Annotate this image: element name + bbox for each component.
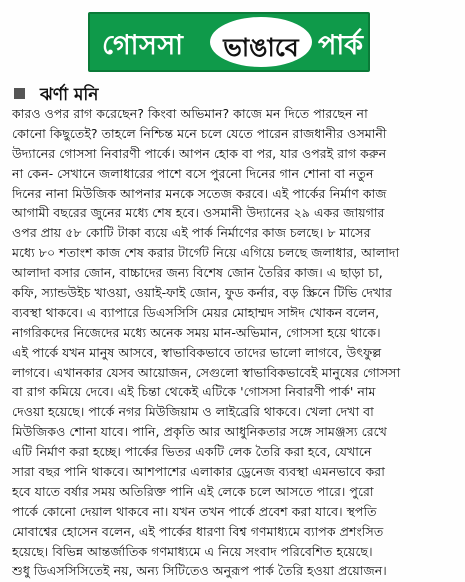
square-bullet-icon — [14, 88, 25, 99]
body-line: মধ্যে ৮০ শতাংশ কাজ শেষ করার টার্গেট নিয়ে এগিয়ে চলছে জলাধার, আলাদা — [12, 245, 400, 261]
body-line: উদ্যানের গোসসা নিবারণী পার্কে। আপন হোক বা পর, যার ওপরই রাগ করুন — [12, 145, 387, 161]
headline-banner — [88, 12, 370, 72]
body-line: লাগবে। এখানকার যেসব আয়োজন, সেগুলো স্বাভাবিকভাবেই মানুষের গোসসা — [12, 364, 401, 380]
headline-right: পার্ক — [318, 30, 364, 61]
body-line: ওপর প্রায় ৫৮ কোটি টাকা ব্যয়ে এই পার্ক নির্মাণের কাজ চলছে। ৮ মাসের — [12, 225, 371, 241]
body-line: এটি নির্মাণ করা হচ্ছে। পার্কের ভিতর একটি লেক তৈরি করা হবে, যেখানে — [12, 444, 372, 460]
body-line: শুধু ডিএসসিসিতেই নয়, অন্য সিটিতেও অনুরূপ পার্ক তৈরি হওয়া প্রয়োজন। — [12, 563, 387, 579]
body-line: কফি, স্যান্ডউইচ খাওয়া, ওয়াই-ফাই জোন, ফুড কর্নার, বড় স্ক্রিনে টিভি দেখার — [12, 285, 392, 301]
body-line: নাগরিকদের নিজেদের মধ্যে অনেক সময় মান-অভিমান, গোসসা হয়ে থাকে। — [12, 324, 381, 340]
author-name: ঝর্ণা মনি — [40, 85, 99, 105]
body-line: মোবাশ্বের হোসেন বলেন, এই পার্কের ধারণা বিশ্ব গণমাধ্যমে ব্যাপক প্রশংসিত — [12, 523, 384, 539]
headline-middle: ভাঙাবে — [223, 33, 299, 62]
body-line: সারা বছর পানি থাকবে। আশপাশের এলাকার ড্রেনেজ ব্যবস্থা এমনভাবে করা — [12, 464, 385, 480]
body-line: মিউজিকও শোনা যাবে। পানি, প্রকৃতি আর আধুনিকতার সঙ্গে সামঞ্জস্য রেখে — [12, 424, 387, 440]
body-line: ব্যবস্থা থাকবে। এ ব্যাপারে ডিএসসিসি মেয়র মোহাম্মদ সাঈদ খোকন বলেন, — [12, 304, 380, 320]
headline-oval — [210, 17, 312, 67]
body-line: কোনো কিছুতেই? তাহলে নিশ্চিন্ত মনে চলে যেতে পারেন রাজধানীর ওসমানী — [12, 125, 387, 141]
body-line: কারও ওপর রাগ করেছেন? কিংবা অভিমান? কাজে মন দিতে পারছেন না — [12, 106, 368, 121]
body-line: দিনের নানা মিউজিক আপনার মনকে সতেজ করবে। এই পার্কের নির্মাণ কাজ — [12, 185, 387, 201]
body-line: আলাদা বসার জোন, বাচ্চাদের জন্য বিশেষ জোন তৈরির কাজ। এ ছাড়া চা, — [12, 265, 383, 281]
article-body — [12, 104, 456, 581]
body-line: এই পার্কে যখন মানুষ আসবে, স্বাভাবিকভাবে তাদের ভালো লাগবে, উৎফুল্ল — [12, 344, 382, 360]
body-line: আগামী বছরের জুনের মধ্যে শেষ হবে। ওসমানী উদ্যানের ২৯ একর জায়গার — [12, 205, 385, 221]
body-line: পার্কে কোনো দেয়াল থাকবে না। যখন তখন পার্কে প্রবেশ করা যাবে। স্থপতি — [12, 503, 377, 519]
body-line: হয়েছে। বিভিন্ন আন্তর্জাতিক গণমাধ্যমে এ নিয়ে সংবাদ পরিবেশিত হয়েছে। — [12, 543, 373, 559]
body-line: দেওয়া হয়েছে। পার্কে নগর মিউজিয়াম ও লাইব্রেরি থাকবে। খেলা দেখা বা — [12, 404, 374, 420]
body-line: না কেন- সেখানে জলাধারের পাশে বসে পুরনো দিনের গান শোনা বা নতুন — [12, 165, 374, 181]
body-line: হবে যাতে বর্ষার সময় অতিরিক্ত পানি এই লেকে চলে আসতে পারে। পুরো — [12, 483, 374, 499]
headline-left: গোসসা — [102, 30, 184, 61]
body-line: বা রাগ কমিয়ে দেবে। এই চিন্তা থেকেই এটিকে 'গোসসা নিবারণী পার্ক' নাম — [12, 384, 376, 400]
